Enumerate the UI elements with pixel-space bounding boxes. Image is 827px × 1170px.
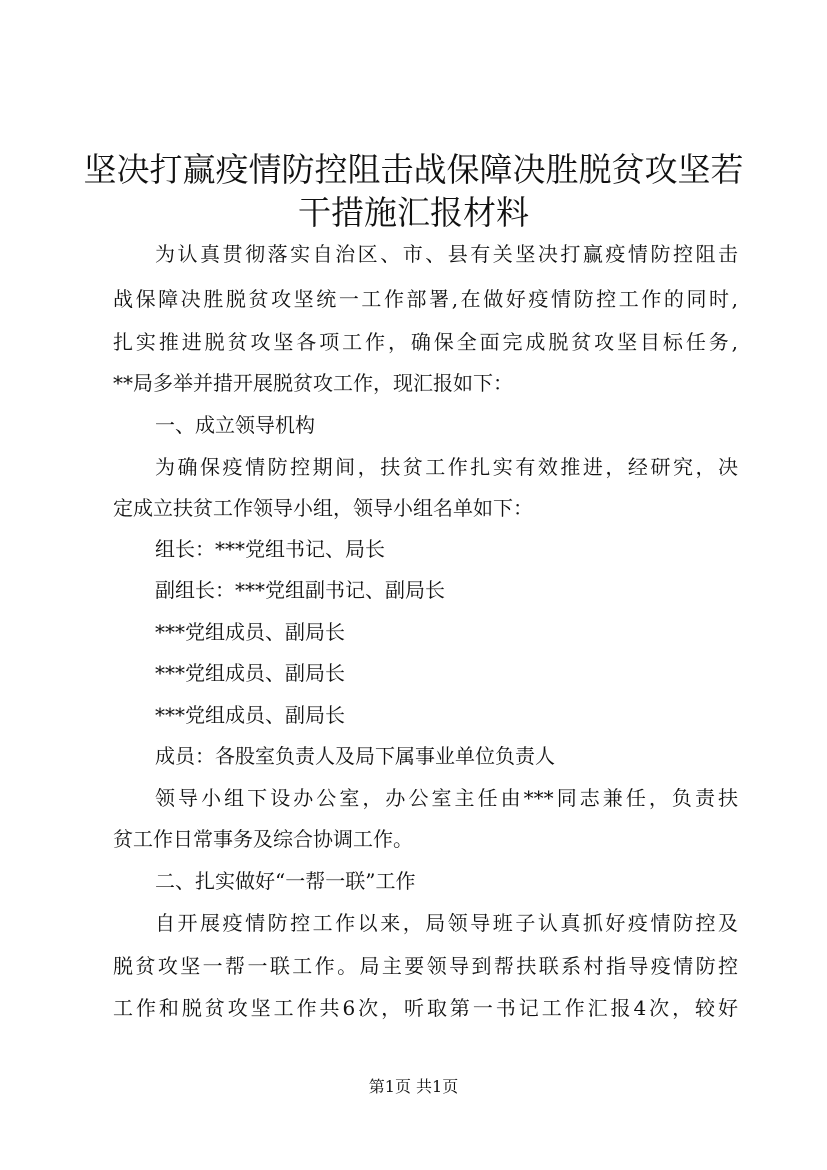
paragraph-line: 为认真贯彻落实自治区、市、县有关坚决打赢疫情防控阻击 bbox=[155, 242, 738, 266]
paragraph-line: 扎实推进脱贫攻坚各项工作，确保全面完成脱贫攻坚目标任务, bbox=[113, 330, 738, 354]
member-line: 组长：***党组书记、局长 bbox=[155, 537, 385, 561]
paragraph-line: 工作和脱贫攻坚工作共6次，听取第一书记工作汇报4次，较好 bbox=[113, 996, 738, 1020]
paragraph-line: 贫工作日常事务及综合协调工作。 bbox=[113, 827, 413, 851]
member-line: ***党组成员、副局长 bbox=[155, 703, 345, 727]
page-footer: 第1页 共1页 bbox=[368, 1077, 459, 1096]
paragraph-line: 定成立扶贫工作领导小组，领导小组名单如下： bbox=[113, 496, 533, 520]
member-line: 成员：各股室负责人及局下属事业单位负责人 bbox=[155, 744, 555, 768]
paragraph-line: **局多举并措开展脱贫攻工作，现汇报如下： bbox=[113, 371, 513, 395]
paragraph-line: 为确保疫情防控期间，扶贫工作扎实有效推进，经研究，决 bbox=[155, 455, 738, 479]
paragraph-line: 自开展疫情防控工作以来，局领导班子认真抓好疫情防控及 bbox=[155, 911, 738, 935]
paragraph-line: 脱贫攻坚一帮一联工作。局主要领导到帮扶联系村指导疫情防控 bbox=[113, 954, 738, 978]
member-line: ***党组成员、副局长 bbox=[155, 661, 345, 685]
paragraph-line: 领导小组下设办公室，办公室主任由***同志兼任，负责扶 bbox=[155, 786, 738, 810]
member-line: 副组长：***党组副书记、副局长 bbox=[155, 578, 445, 602]
member-line: ***党组成员、副局长 bbox=[155, 620, 345, 644]
document-title-line-1: 坚决打赢疫情防控阻击战保障决胜脱贫攻坚若 bbox=[83, 150, 744, 189]
section-heading: 一、成立领导机构 bbox=[155, 413, 315, 437]
document-title-line-2: 干措施汇报材料 bbox=[298, 193, 529, 232]
section-heading: 二、扎实做好“一帮一联”工作 bbox=[155, 869, 416, 893]
paragraph-line: 战保障决胜脱贫攻坚统一工作部署,在做好疫情防控工作的同时, bbox=[113, 287, 738, 311]
